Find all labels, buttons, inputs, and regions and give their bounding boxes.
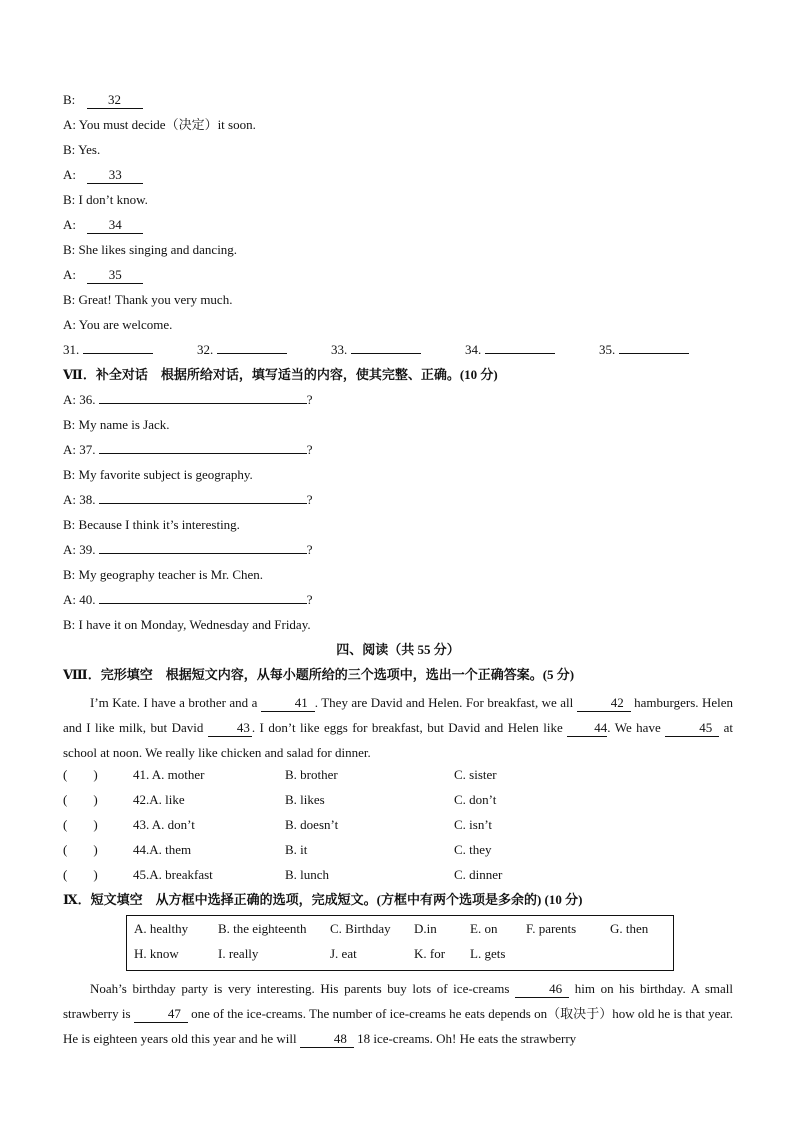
answer-line-37[interactable]: [99, 453, 307, 454]
option-row: ( ) 42.A. like B. likes C. don’t: [63, 790, 733, 815]
dialog-text: You are welcome.: [78, 317, 173, 332]
dialog-line: [63, 290, 733, 315]
dialog-line: A: 37. ?: [63, 442, 313, 457]
speaker: A:: [63, 317, 76, 332]
speaker: B:: [63, 92, 76, 107]
answer-line-38[interactable]: [99, 503, 307, 504]
dialog-line: [63, 90, 733, 115]
fill-blank-48[interactable]: 48: [300, 1031, 354, 1048]
speaker: B:: [63, 142, 76, 157]
dialog-line: [63, 265, 733, 290]
dialog-line: B: My favorite subject is geography.: [63, 467, 253, 482]
answer-line-31[interactable]: [83, 353, 153, 354]
dialog-line: [63, 190, 733, 215]
dialog-line: [63, 165, 733, 190]
answer-line-32[interactable]: [217, 353, 287, 354]
dialog-line: A: 36. ?: [63, 392, 313, 407]
dialog-line: B: I have it on Monday, Wednesday and Friday.: [63, 617, 311, 632]
speaker: A:: [63, 267, 76, 282]
dialog-line: A: 40. ?: [63, 592, 313, 607]
dialog-section: [63, 90, 733, 340]
dialog-text: You must decide（决定）it soon.: [78, 117, 256, 132]
option-row: ( ) 44.A. them B. it C. they: [63, 840, 733, 865]
fill-blank-47[interactable]: 47: [134, 1006, 188, 1023]
cloze-blank-45[interactable]: 45: [665, 720, 719, 737]
answer-line-35[interactable]: [619, 353, 689, 354]
dialog-line: [63, 140, 733, 165]
cloze-passage: I’m Kate. I have a brother and a 41 . They are David and Helen. For breakfast, we all 42 hamburgers. Helen and I like milk, but David 43 . I don’t like eggs for breakfast, but David and Helen like 44. We have 45 at school at noon. We really like chicken and salad for dinner.: [63, 695, 734, 760]
dialog-line: [63, 115, 733, 140]
word-box-row: A. healthy B. the eighteenth C. Birthday D.in E. on F. parents G. then: [134, 921, 649, 936]
answer-line-34[interactable]: [485, 353, 555, 354]
dialog-line: B: Because I think it’s interesting.: [63, 517, 240, 532]
answer-blank-34[interactable]: 34: [87, 217, 143, 234]
fill-passage: Noah’s birthday party is very interesting. His parents buy lots of ice-creams 46 him on his birthday. A small strawberry is 47 one of the ice-creams. The number of ice-creams he eats depends on（取决于）how old he is that year. He is eighteen years old this year and he will 48 18 ice-creams. Oh! He eats the strawberry: [63, 981, 734, 1046]
part-4-title: 四、阅读（共 55 分）: [336, 642, 460, 657]
speaker: B:: [63, 292, 76, 307]
dialog-line: [63, 240, 733, 265]
cloze-blank-41[interactable]: 41: [261, 695, 315, 712]
section-7-title: Ⅶ．补全对话 根据所给对话，填写适当的内容，使其完整、正确。(10 分): [63, 367, 498, 382]
answer-slot: 34.: [465, 340, 599, 365]
option-row: ( ) 43. A. don’t B. doesn’t C. isn’t: [63, 815, 733, 840]
answer-blank-33[interactable]: 33: [87, 167, 143, 184]
speaker: A:: [63, 117, 76, 132]
dialog-line: B: My name is Jack.: [63, 417, 170, 432]
fill-blank-46[interactable]: 46: [515, 981, 569, 998]
answer-line-33[interactable]: [351, 353, 421, 354]
answer-paren[interactable]: ( ): [63, 867, 98, 882]
answer-slot: 31.: [63, 340, 197, 365]
answer-line-36[interactable]: [99, 403, 307, 404]
option-row: ( ) 45.A. breakfast B. lunch C. dinner: [63, 865, 733, 890]
section-7-dialog: [63, 390, 733, 640]
answer-blank-35[interactable]: 35: [87, 267, 143, 284]
cloze-blank-44[interactable]: 44: [567, 720, 607, 737]
cloze-blank-42[interactable]: 42: [577, 695, 631, 712]
word-box: [126, 915, 674, 971]
answer-paren[interactable]: ( ): [63, 842, 98, 857]
answer-slot: 33.: [331, 340, 465, 365]
dialog-text: Yes.: [78, 142, 101, 157]
dialog-text: She likes singing and dancing.: [78, 242, 238, 257]
cloze-blank-43[interactable]: 43: [208, 720, 252, 737]
answer-slot: 35.: [599, 340, 733, 365]
answer-slot: 32.: [197, 340, 331, 365]
speaker: B:: [63, 192, 76, 207]
dialog-line: A: 38. ?: [63, 492, 313, 507]
answer-paren[interactable]: ( ): [63, 817, 98, 832]
speaker: B:: [63, 242, 76, 257]
dialog-text: I don’t know.: [78, 192, 148, 207]
answer-paren[interactable]: ( ): [63, 767, 98, 782]
section-8-title: Ⅷ．完形填空 根据短文内容，从每小题所给的三个选项中，选出一个正确答案。(5 分): [63, 667, 575, 682]
dialog-line: [63, 315, 733, 340]
option-row: ( ) 41. A. mother B. brother C. sister: [63, 765, 733, 790]
answer-paren[interactable]: ( ): [63, 792, 98, 807]
answer-slots: [63, 340, 733, 365]
section-9-title: Ⅸ．短文填空 从方框中选择正确的选项，完成短文。(方框中有两个选项是多余的) (10 分): [63, 892, 583, 907]
speaker: A:: [63, 167, 76, 182]
answer-line-40[interactable]: [99, 603, 307, 604]
dialog-text: Great! Thank you very much.: [78, 292, 233, 307]
speaker: A:: [63, 217, 76, 232]
dialog-line: [63, 215, 733, 240]
answer-line-39[interactable]: [99, 553, 307, 554]
exam-page: [63, 90, 733, 1051]
answer-blank-32[interactable]: 32: [87, 92, 143, 109]
word-box-row: H. know I. really J. eat K. for L. gets: [134, 946, 506, 961]
dialog-line: B: My geography teacher is Mr. Chen.: [63, 567, 264, 582]
cloze-options: [63, 765, 733, 890]
dialog-line: A: 39. ?: [63, 542, 313, 557]
